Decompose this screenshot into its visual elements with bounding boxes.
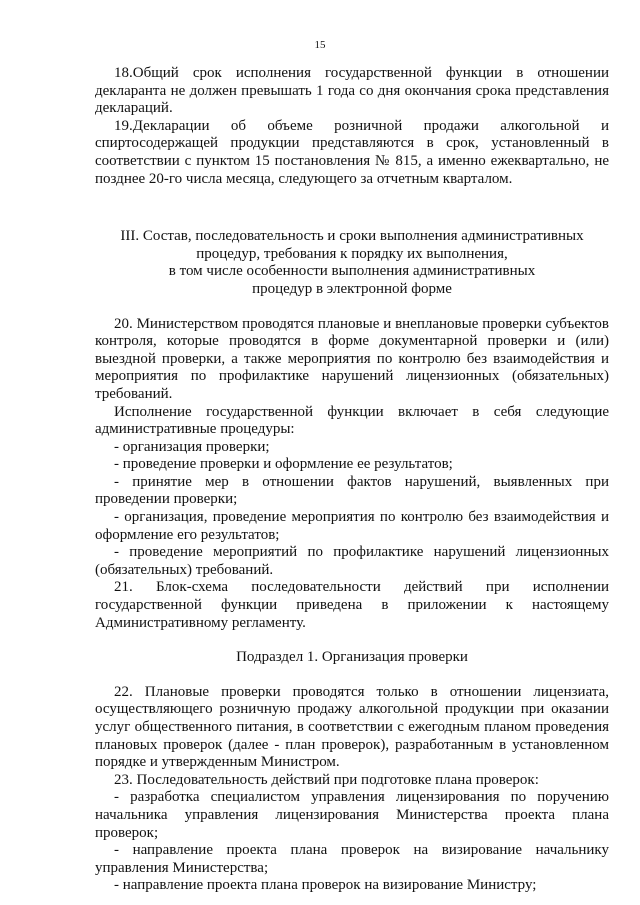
spacer [95, 667, 609, 684]
subsection-heading: Подраздел 1. Организация проверки [236, 649, 468, 666]
section-heading-line: в том числе особенности выполнения административных [168, 263, 536, 280]
spacer [95, 299, 609, 316]
paragraph-21: 21. Блок-схема последовательности действий при исполнении государственной функции приведена в приложении к настоящему Административному регламенту. [95, 579, 609, 631]
paragraph-procedures-intro: Исполнение государственной функции включает в себя следующие административные процедуры: [95, 403, 609, 438]
paragraph-18: 18.Общий срок исполнения государственной функции в отношении декларанта не должен превышать 1 года со дня окончания срока представления деклараций. [95, 65, 609, 117]
document-body [95, 65, 609, 895]
list-item: - проведение проверки и оформление ее результатов; [114, 456, 453, 473]
list-item: - направление проекта плана проверок на визирование начальнику управления Министерства; [95, 842, 609, 876]
section-heading-line: процедур, требования к порядку их выполнения, [196, 245, 508, 262]
section-heading [95, 228, 609, 298]
list-item: - организация проверки; [114, 438, 270, 455]
list-item: - принятие мер в отношении фактов нарушений, выявленных при проведении проверки; [95, 473, 609, 508]
section-heading-line: процедур в электронной форме [252, 280, 452, 297]
paragraph-19: 19.Декларации об объеме розничной продажи алкогольной и спиртосодержащей продукции представляются в срок, установленный в соответствии с пунктом 15 постановления № 815, а именно ежеквартально, не позднее 20-го числа месяца, следующего за отчетным кварталом. [95, 117, 609, 187]
list-item: - организация, проведение мероприятия по контролю без взаимодействия и оформление его результатов; [95, 509, 609, 543]
list-item: - направление проекта плана проверок на визирование Министру; [114, 877, 537, 894]
spacer [95, 188, 609, 228]
paragraph-23: 23. Последовательность действий при подготовке плана проверок: [114, 771, 539, 788]
page-number: 15 [314, 39, 326, 51]
list-item: - проведение мероприятий по профилактике нарушений лицензионных (обязательных) требований. [95, 544, 609, 578]
paragraph-20: 20. Министерством проводятся плановые и внеплановые проверки субъектов контроля, которые проводятся в форме документарной проверки и (или) выездной проверки, а также мероприятия по контролю без взаимодействия и мероприятия по профилактике нарушений лицензионных (обязательных) требований. [95, 315, 609, 402]
list-item: - разработка специалистом управления лицензирования по поручению начальника управления лицензирования Министерства проекта плана проверок; [95, 789, 609, 841]
section-heading-line: III. Состав, последовательность и сроки выполнения административных [120, 228, 584, 245]
spacer [95, 632, 609, 649]
paragraph-22: 22. Плановые проверки проводятся только в отношении лицензиата, осуществляющего розничную продажу алкогольной продукции при оказании услуг общественного питания, в соответствии с ежегодным планом проведения плановых проверок (далее - план проверок), разработанным в установленном порядке и утвержденным Министром. [95, 683, 609, 771]
